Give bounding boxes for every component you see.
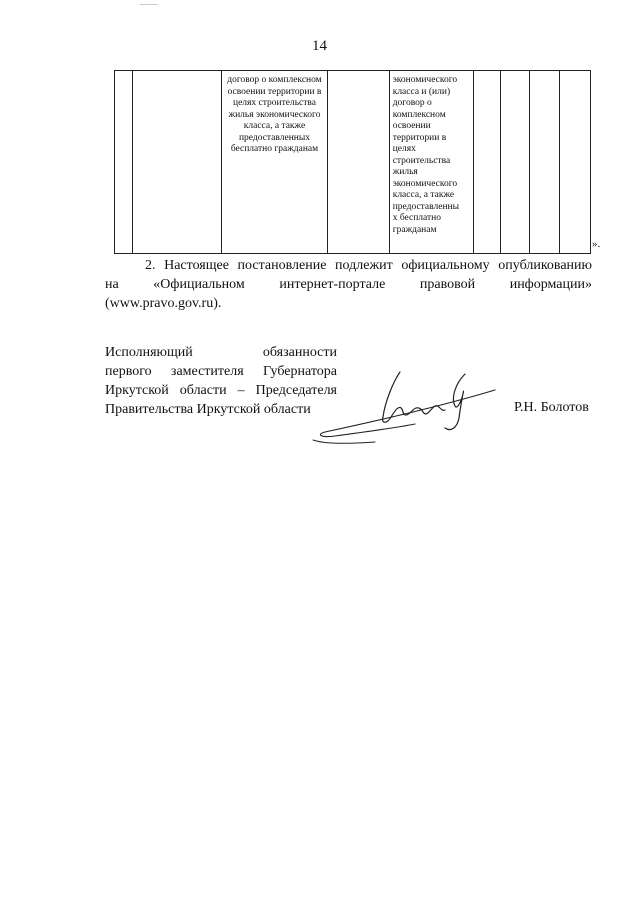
- signer-title-line: Правительства Иркутской области: [105, 402, 311, 417]
- table-cell: [474, 71, 501, 254]
- paragraph-line: 2. Настоящее постановление подлежит официальному опубликованию: [145, 258, 592, 273]
- signer-title-line: Исполняющий обязанности: [105, 345, 337, 360]
- signer-title-line: Иркутской области – Председателя: [105, 383, 337, 398]
- handwritten-signature: [305, 362, 505, 452]
- paragraph-line: (www.pravo.gov.ru).: [105, 296, 222, 311]
- publication-paragraph: [105, 256, 592, 313]
- table-cell: [529, 71, 559, 254]
- table-row: [115, 71, 591, 254]
- signer-title: [105, 343, 337, 419]
- table-cell-agreement-text: договор о комплексном освоении территории в целях строительства жилья экономического класса, а также предоставленных бесплатно гражданам: [221, 71, 328, 254]
- page-number: 14: [312, 38, 327, 54]
- signer-name: Р.Н. Болотов: [514, 400, 589, 415]
- table-cell: [559, 71, 590, 254]
- table-cell-agreement-text-2: экономического класса и (или) договор о комплексном освоении территории в целях строительства жилья экономического класса, а также предоставленны х бесплатно гражданам: [389, 71, 474, 254]
- scan-mark: [140, 4, 158, 5]
- signer-title-line: первого заместителя Губернатора: [105, 364, 337, 379]
- table-cell: [328, 71, 389, 254]
- document-table: [114, 70, 591, 254]
- table-cell: [501, 71, 529, 254]
- table-cell: [133, 71, 222, 254]
- closing-quote: ».: [592, 238, 601, 250]
- table-cell: [115, 71, 133, 254]
- paragraph-line: на «Официальном интернет-портале правовой информации»: [105, 277, 592, 292]
